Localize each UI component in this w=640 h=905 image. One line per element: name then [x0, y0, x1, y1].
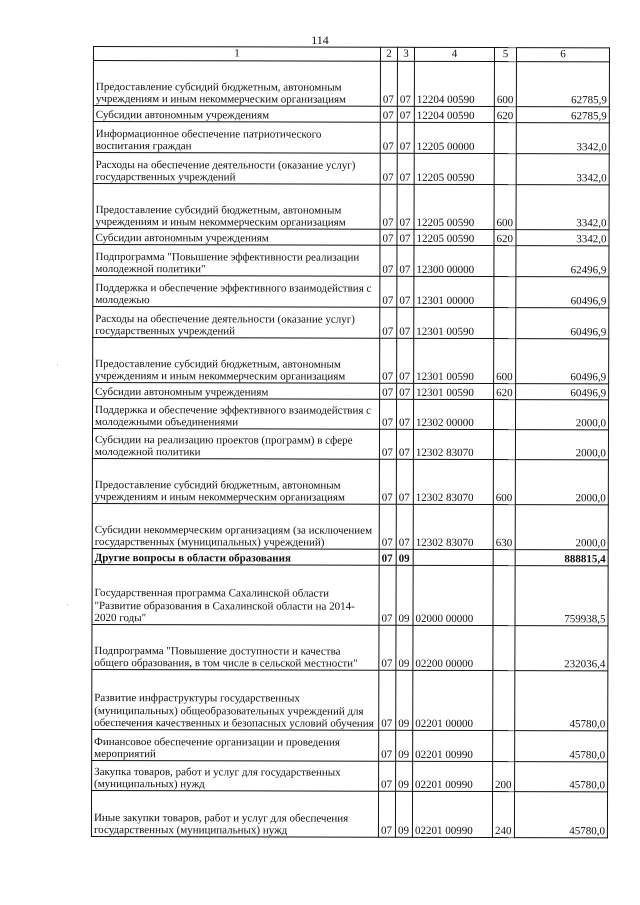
row-sum: 232036,4 [515, 626, 608, 671]
row-pr: 07 [397, 307, 414, 338]
table-row [92, 760, 608, 791]
row-csr: 12205 00590 [414, 153, 494, 184]
row-rz: 07 [379, 504, 396, 549]
header-col-3: 3 [397, 47, 414, 61]
row-sum: 3342,0 [516, 185, 609, 230]
row-sum: 62496,9 [516, 246, 609, 277]
row-sum: 60496,9 [516, 339, 609, 384]
row-sum: 2000,0 [515, 400, 608, 430]
row-csr: 12302 83070 [413, 459, 493, 504]
row-sum: 3342,0 [516, 154, 609, 185]
budget-table [91, 46, 610, 838]
table-row [92, 624, 608, 670]
row-name: Предоставление субсидий бюджетным, автономным учреждениям и иным некоммерческим организациям [93, 184, 380, 230]
row-csr: 12300 00000 [414, 245, 494, 276]
row-rz: 07 [378, 791, 395, 837]
table-row [93, 307, 609, 339]
row-vr [493, 731, 515, 762]
row-pr: 07 [397, 229, 414, 245]
row-pr: 07 [396, 399, 413, 429]
row-rz: 07 [379, 625, 396, 670]
row-sum: 45780,0 [514, 792, 607, 838]
row-csr: 12301 00590 [414, 338, 494, 383]
row-vr [494, 154, 516, 185]
table-row [93, 122, 609, 154]
row-pr: 07 [397, 338, 414, 383]
table-row [93, 276, 609, 308]
row-rz: 07 [379, 670, 396, 730]
row-sum: 60496,9 [516, 308, 609, 339]
row-csr: 12205 00000 [414, 122, 494, 153]
row-name: Подпрограмма "Повышение эффективности реализации молодежной политики" [93, 245, 380, 277]
row-rz: 07 [380, 184, 397, 229]
row-vr [494, 123, 516, 154]
row-vr [493, 430, 515, 460]
row-csr: 12301 00000 [414, 276, 494, 307]
row-pr: 07 [396, 429, 413, 459]
row-csr: 12204 00590 [414, 61, 494, 106]
row-vr: 600 [494, 185, 516, 230]
row-sum: 3342,0 [516, 230, 609, 246]
table-row [92, 429, 608, 460]
row-sum: 2000,0 [515, 430, 608, 460]
table-row [92, 564, 608, 625]
table-row [91, 790, 607, 837]
row-sum: 60496,9 [516, 277, 609, 308]
row-name: Развитие инфраструктуры государственных (муниципальных) общеобразовательных учреждений для обеспечения качественных и безопасных условий обучения [92, 669, 379, 730]
scan-speck: · [66, 600, 69, 610]
table-row [92, 729, 608, 761]
table-row [93, 383, 609, 400]
row-rz: 07 [379, 761, 396, 791]
row-rz: 07 [379, 549, 396, 565]
page-number: 114 [311, 33, 329, 47]
row-csr: 12302 00000 [413, 399, 493, 429]
row-pr: 09 [396, 565, 413, 625]
row-csr: 12301 00590 [414, 307, 494, 338]
row-name: Поддержка и обеспечение эффективного взаимодействия с молодежными объединениями [92, 399, 379, 430]
row-vr [493, 566, 515, 626]
row-vr [493, 550, 515, 566]
row-rz: 07 [380, 153, 397, 184]
row-pr: 07 [396, 459, 413, 504]
row-rz: 07 [380, 229, 397, 245]
row-vr: 630 [493, 505, 515, 550]
row-csr: 12301 00590 [414, 383, 494, 399]
row-pr: 07 [397, 184, 414, 229]
row-vr: 600 [494, 339, 516, 384]
row-sum: 60496,9 [516, 384, 609, 400]
row-sum: 62785,9 [516, 62, 609, 107]
row-rz: 07 [379, 429, 396, 459]
row-vr [493, 626, 515, 671]
row-name: Финансовое обеспечение организации и проведения мероприятий [92, 729, 379, 761]
row-pr: 07 [397, 122, 414, 153]
row-csr: 02000 00000 [413, 565, 493, 625]
row-csr: 02201 00000 [413, 670, 493, 730]
row-sum: 3342,0 [516, 123, 609, 154]
row-pr: 09 [396, 549, 413, 565]
row-name: Субсидии некоммерческим организациям (за исключением государственных (муниципальных) учреждений) [92, 503, 379, 549]
header-col-6: 6 [516, 48, 609, 62]
row-name: Субсидии автономным учреждениям [93, 383, 380, 400]
row-name: Расходы на обеспечение деятельности (оказание услуг) государственных учреждений [93, 307, 380, 339]
table-row [92, 458, 608, 504]
row-pr: 09 [395, 791, 412, 837]
row-rz: 07 [380, 122, 397, 153]
row-rz: 07 [380, 276, 397, 307]
row-sum: 759938,5 [515, 566, 608, 626]
table-row [93, 153, 609, 185]
row-sum: 45780,0 [515, 731, 608, 762]
row-pr: 09 [396, 625, 413, 670]
row-pr: 07 [397, 61, 414, 106]
row-csr: 12205 00590 [414, 229, 494, 245]
row-name: Субсидии автономным учреждениям [93, 229, 380, 246]
row-name: Субсидии автономным учреждениям [93, 106, 380, 123]
row-sum: 45780,0 [515, 762, 608, 792]
table-row [92, 669, 608, 730]
row-name: Субсидии на реализацию проектов (программ) в сфере молодежной политики [92, 429, 379, 460]
row-csr: 02201 00990 [413, 730, 493, 761]
row-vr [493, 671, 515, 731]
row-name: Иные закупки товаров, работ и услуг для обеспечения государственных (муниципальных) нужд [91, 790, 378, 837]
row-name: Расходы на обеспечение деятельности (оказание услуг) государственных учреждений [93, 153, 380, 185]
row-name: Подпрограмма "Повышение доступности и качества общего образования, в том числе в сельской местности" [92, 624, 379, 670]
scan-speck: · [56, 360, 59, 370]
row-csr: 02201 00990 [412, 791, 492, 837]
row-name: Предоставление субсидий бюджетным, автономным учреждениям и иным некоммерческим организациям [93, 61, 380, 107]
row-vr [494, 308, 516, 339]
row-pr: 07 [397, 106, 414, 122]
row-sum: 888815,4 [515, 550, 608, 566]
row-name: Предоставление субсидий бюджетным, автономным учреждениям и иным некоммерческим организациям [93, 338, 380, 384]
row-csr: 12205 00590 [414, 184, 494, 229]
row-name: Предоставление субсидий бюджетным, автономным учреждениям и иным некоммерческим организациям [92, 458, 379, 504]
table-row [93, 245, 609, 277]
row-vr [494, 246, 516, 277]
row-name: Информационное обеспечение патриотического воспитания граждан [93, 122, 380, 154]
row-pr: 09 [396, 730, 413, 761]
row-vr: 620 [494, 230, 516, 246]
table-row [92, 503, 608, 549]
row-rz: 07 [380, 338, 397, 383]
row-name: Закупка товаров, работ и услуг для государственных (муниципальных) нужд [92, 760, 379, 791]
row-rz: 07 [380, 245, 397, 276]
row-rz: 07 [380, 106, 397, 122]
row-name: Государственная программа Сахалинской области "Развитие образования в Сахалинской области на 2014-2020 годы" [92, 564, 379, 625]
row-pr: 07 [397, 383, 414, 399]
table-row [93, 338, 609, 384]
row-rz: 07 [379, 399, 396, 429]
row-pr: 09 [396, 761, 413, 791]
row-vr: 600 [493, 460, 515, 505]
header-col-2: 2 [380, 47, 397, 61]
row-rz: 07 [379, 730, 396, 761]
row-name: Другие вопросы в области образования [92, 548, 379, 565]
table-row [93, 229, 609, 246]
row-csr: 12302 83070 [413, 504, 493, 549]
row-pr: 07 [397, 153, 414, 184]
row-sum: 45780,0 [515, 671, 608, 731]
row-csr: 12204 00590 [414, 106, 494, 122]
row-name: Поддержка и обеспечение эффективного взаимодействия с молодежью [93, 276, 380, 308]
row-sum: 62785,9 [516, 107, 609, 123]
row-rz: 07 [380, 61, 397, 106]
row-rz: 07 [379, 459, 396, 504]
row-rz: 07 [380, 307, 397, 338]
table-header-row [93, 47, 609, 62]
table-row [93, 61, 609, 107]
row-sum: 2000,0 [515, 460, 608, 505]
table-row [93, 106, 609, 123]
row-vr: 200 [493, 762, 515, 792]
row-vr: 620 [494, 107, 516, 123]
row-rz: 07 [380, 383, 397, 399]
row-rz: 07 [379, 565, 396, 625]
row-csr: 12302 83070 [413, 429, 493, 459]
row-vr [494, 277, 516, 308]
row-vr [493, 400, 515, 430]
header-col-1: 1 [93, 47, 380, 62]
row-pr: 07 [397, 276, 414, 307]
header-col-5: 5 [494, 48, 516, 62]
header-col-4: 4 [414, 47, 494, 61]
row-pr: 09 [396, 670, 413, 730]
row-vr: 240 [492, 792, 514, 838]
row-csr [413, 549, 493, 565]
row-vr: 600 [494, 62, 516, 107]
row-pr: 07 [397, 245, 414, 276]
row-vr: 620 [494, 384, 516, 400]
table-row [93, 184, 609, 230]
table-row [92, 548, 608, 565]
row-pr: 07 [396, 504, 413, 549]
row-csr: 02200 00000 [413, 625, 493, 670]
row-sum: 2000,0 [515, 505, 608, 550]
table-row [92, 399, 608, 430]
row-csr: 02201 00990 [413, 761, 493, 791]
